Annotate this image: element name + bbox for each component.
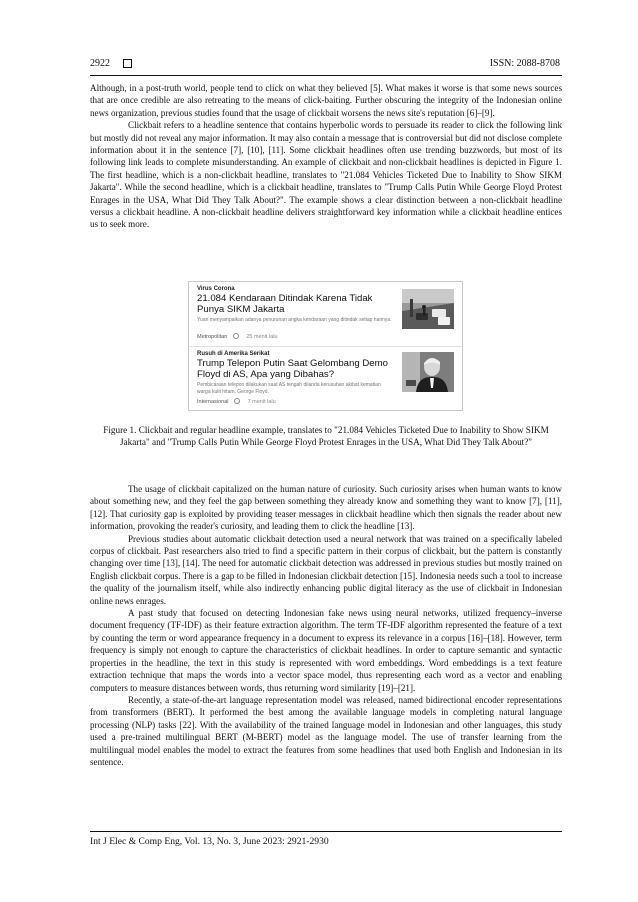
news-item[interactable]	[189, 282, 462, 346]
news-description: Pembicaraan telepon dilakukan saat AS tengah dilanda kerusuhan akibat kematian warga kulit hitam, George Floyd.	[197, 382, 381, 395]
page-number: 2922	[90, 58, 110, 69]
news-thumbnail-portrait[interactable]	[402, 352, 454, 392]
footer-rule	[90, 831, 562, 832]
body-text-top	[90, 82, 562, 231]
news-category: Rusuh di Amerika Serikat	[197, 351, 270, 357]
figure-1-news-screenshot	[188, 281, 463, 411]
clock-icon	[234, 398, 240, 404]
news-section: Metropolitan	[197, 334, 228, 340]
news-category: Virus Corona	[197, 286, 235, 292]
running-header	[90, 58, 560, 74]
news-item[interactable]	[189, 346, 462, 411]
square-ornament-icon	[123, 59, 132, 68]
paragraph: A past study that focused on detecting Indonesian fake news using neural networks, utilized frequency–inverse document frequency (TF-IDF) as their feature extraction algorithm. The term TF-IDF algorithm represented the feature of a text by counting the term or word appearance frequency in a document to express its relevance in a corpus [16]–[18]. However, term frequency is simply not enough to capture the characteristics of clickbait headlines. In order to capture semantic and syntactic properties in the headline, the text in this study is represented with word embeddings. Word embeddings is a text feature extraction technique that maps the words into a vector space model, thus representing each word as a vector and enabling computers to measure distances between words, thus returning word similarity [19]–[21].	[90, 608, 562, 693]
news-time: 25 menit lalu	[246, 334, 278, 340]
paragraph: Previous studies about automatic clickbait detection used a neural network that was trained on a specifically labeled corpus of clickbait. Past researchers also tried to find a specific pattern in their corpus of clickbait, but the pattern is constantly changing over time [13], [14]. The need for automatic clickbait detection was addressed in previous studies but mostly trained on English clickbait corpus. There is a gap to be filled in Indonesian clickbait detection [15]. Indonesia needs such a tool to increase the quality of the journalism itself, while also indirectly enhancing public digital literacy as the use of clickbait in Indonesian online news enrages.	[90, 533, 562, 606]
body-text-bottom	[90, 483, 562, 768]
news-section: Internasional	[197, 399, 229, 405]
paragraph: The usage of clickbait capitalized on the human nature of curiosity. Such curiosity arises when human wants to know about something new, and they feel the gap between something they already know and something they want to know [7], [11], [12]. That curiosity gap is exploited by providing teaser messages in clickbait headline which then signals the reader about new information, provoking the reader's curiosity, and leading them to click the headline [13].	[90, 484, 562, 532]
footer-citation: Int J Elec & Comp Eng, Vol. 13, No. 3, June 2023: 2921-2930	[90, 836, 329, 847]
news-headline[interactable]: Trump Telepon Putin Saat Gelombang Demo Floyd di AS, Apa yang Dibahas?	[197, 358, 388, 380]
figure-caption: Figure 1. Clickbait and regular headline example, translates to "21.084 Vehicles Ticketed Due to Inability to Show SIKM Jakarta" and "Trump Calls Putin While George Floyd Protest Enrages in the USA, What Did They Talk About?"	[103, 425, 549, 448]
news-meta	[197, 398, 276, 405]
news-thumbnail-traffic[interactable]	[402, 289, 454, 329]
paragraph: Clickbait refers to a headline sentence that contains hyperbolic words to persuade its reader to click the following link but mostly did not reveal any major information. It may also contain a message that is controversial but did not disclose complete information about it in the sentence [7], [10], [11]. Some clickbait headlines often use trending buzzwords, but most of its following link leads to complete misunderstanding. An example of clickbait and non-clickbait headlines is depicted in Figure 1. The first headline, which is a non-clickbait headline, translates to "21.084 Vehicles Ticketed Due to Inability to Show SIKM Jakarta". While the second headline, which is a clickbait headline, translates to "Trump Calls Putin While George Floyd Protest Enrages in the USA, What Did They Talk About?". The example shows a clear distinction between a non-clickbait headline versus a clickbait headline. A non-clickbait headline delivers straightforward key information while a clickbait headline entices us to seek more.	[90, 120, 562, 230]
paragraph: Although, in a post-truth world, people tend to click on what they believed [5]. What makes it worse is that some news sources that are once credible are also retreating to the means of click-baiting. Further obscuring the integrity of the Indonesian online news organization, previous studies found that the usage of clickbait worsens the news site's reputation [6]–[9].	[90, 83, 562, 118]
news-time: 7 menit lalu	[247, 399, 276, 405]
paragraph: Recently, a state-of-the-art language representation model was released, named bidirectional encoder representations from transformers (BERT). It performed the best among the available language models in completing natural language processing (NLP) tasks [22]. With the availability of the trained language model in Indonesian and other languages, this study used a pre-trained multilingual BERT (M-BERT) model as the language model. The use of transfer learning from the multilingual model enables the model to extract the features from some headlines that used both English and Indonesian in its sentence.	[90, 694, 562, 767]
clock-icon	[233, 333, 239, 339]
header-rule	[90, 75, 562, 76]
issn-label: ISSN: 2088-8708	[489, 58, 560, 69]
news-headline[interactable]: 21.084 Kendaraan Ditindak Karena Tidak Punya SIKM Jakarta	[197, 293, 373, 315]
news-description: Yuan menyampaikan adanya penurunan angka kendaraan yang ditindak setiap harinya.	[197, 317, 392, 323]
news-meta	[197, 333, 278, 340]
